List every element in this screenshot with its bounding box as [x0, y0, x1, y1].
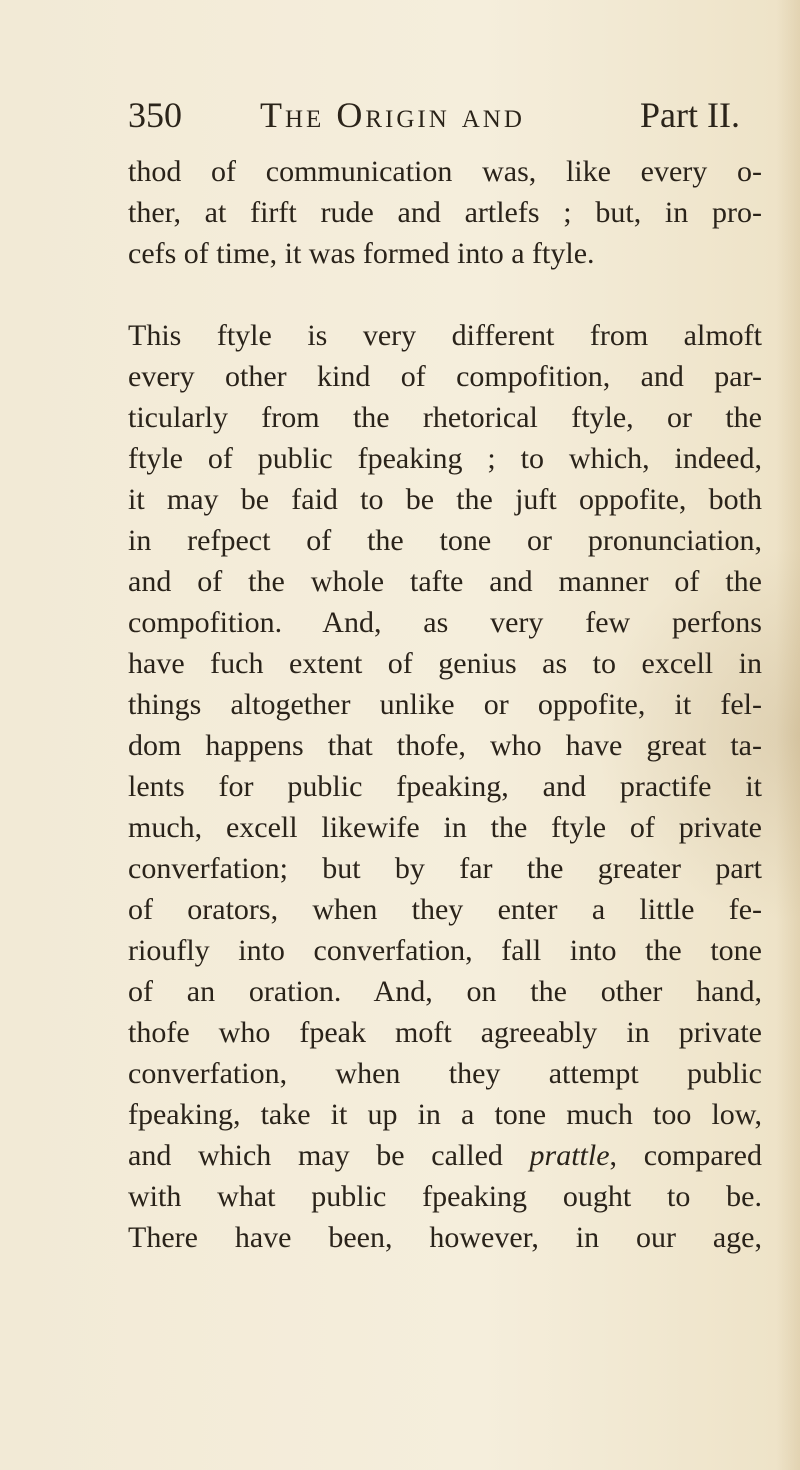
text-line-emphasis	[128, 1135, 762, 1176]
text-line: of an oration. And, on the other hand,	[128, 975, 762, 1008]
text-line: converfation, when they attempt public	[128, 1057, 762, 1090]
text-line: it may be faid to be the juft oppofite, both	[128, 483, 762, 516]
page-number: 350	[128, 95, 182, 135]
text-line: thod of communication was, like every o-	[128, 155, 762, 188]
text-line: fpeaking, take it up in a tone much too low,	[128, 1098, 762, 1131]
running-head	[128, 92, 740, 138]
text-line: dom happens that thofe, who have great ta-	[128, 729, 762, 762]
text-line: There have been, however, in our age,	[128, 1221, 762, 1254]
text-line: converfation; but by far the greater part	[128, 852, 762, 885]
body-text	[128, 151, 762, 1258]
text-line: This ftyle is very different from almoft	[128, 319, 762, 352]
text-line: in refpect of the tone or pronunciation,	[128, 524, 762, 557]
text-line: ftyle of public fpeaking ; to which, indeed,	[128, 442, 762, 475]
text-line: compofition. And, as very few perfons	[128, 606, 762, 639]
paragraph-gap	[128, 274, 762, 315]
text-line: thofe who fpeak moft agreeably in private	[128, 1016, 762, 1049]
text-line: every other kind of compofition, and par-	[128, 360, 762, 393]
part-label: Part II.	[640, 95, 740, 135]
text-line: and of the whole tafte and manner of the	[128, 565, 762, 598]
text-line: things altogether unlike or oppofite, it fel-	[128, 688, 762, 721]
text-line: with what public fpeaking ought to be.	[128, 1180, 762, 1213]
line-text-before: and which may be called	[128, 1139, 530, 1172]
line-text-after: , compared	[609, 1139, 762, 1172]
text-line: lents for public fpeaking, and practife it	[128, 770, 762, 803]
italic-word: prattle	[529, 1139, 610, 1172]
text-line: rioufly into converfation, fall into the tone	[128, 934, 762, 967]
text-line: cefs of time, it was formed into a ftyle.	[128, 237, 595, 270]
text-line: much, excell likewife in the ftyle of private	[128, 811, 762, 844]
running-title: The Origin and	[260, 95, 525, 135]
text-line: ther, at firft rude and artlefs ; but, in pro-	[128, 196, 762, 229]
text-line: of orators, when they enter a little fe-	[128, 893, 762, 926]
text-line: have fuch extent of genius as to excell in	[128, 647, 762, 680]
text-line: ticularly from the rhetorical ftyle, or the	[128, 401, 762, 434]
